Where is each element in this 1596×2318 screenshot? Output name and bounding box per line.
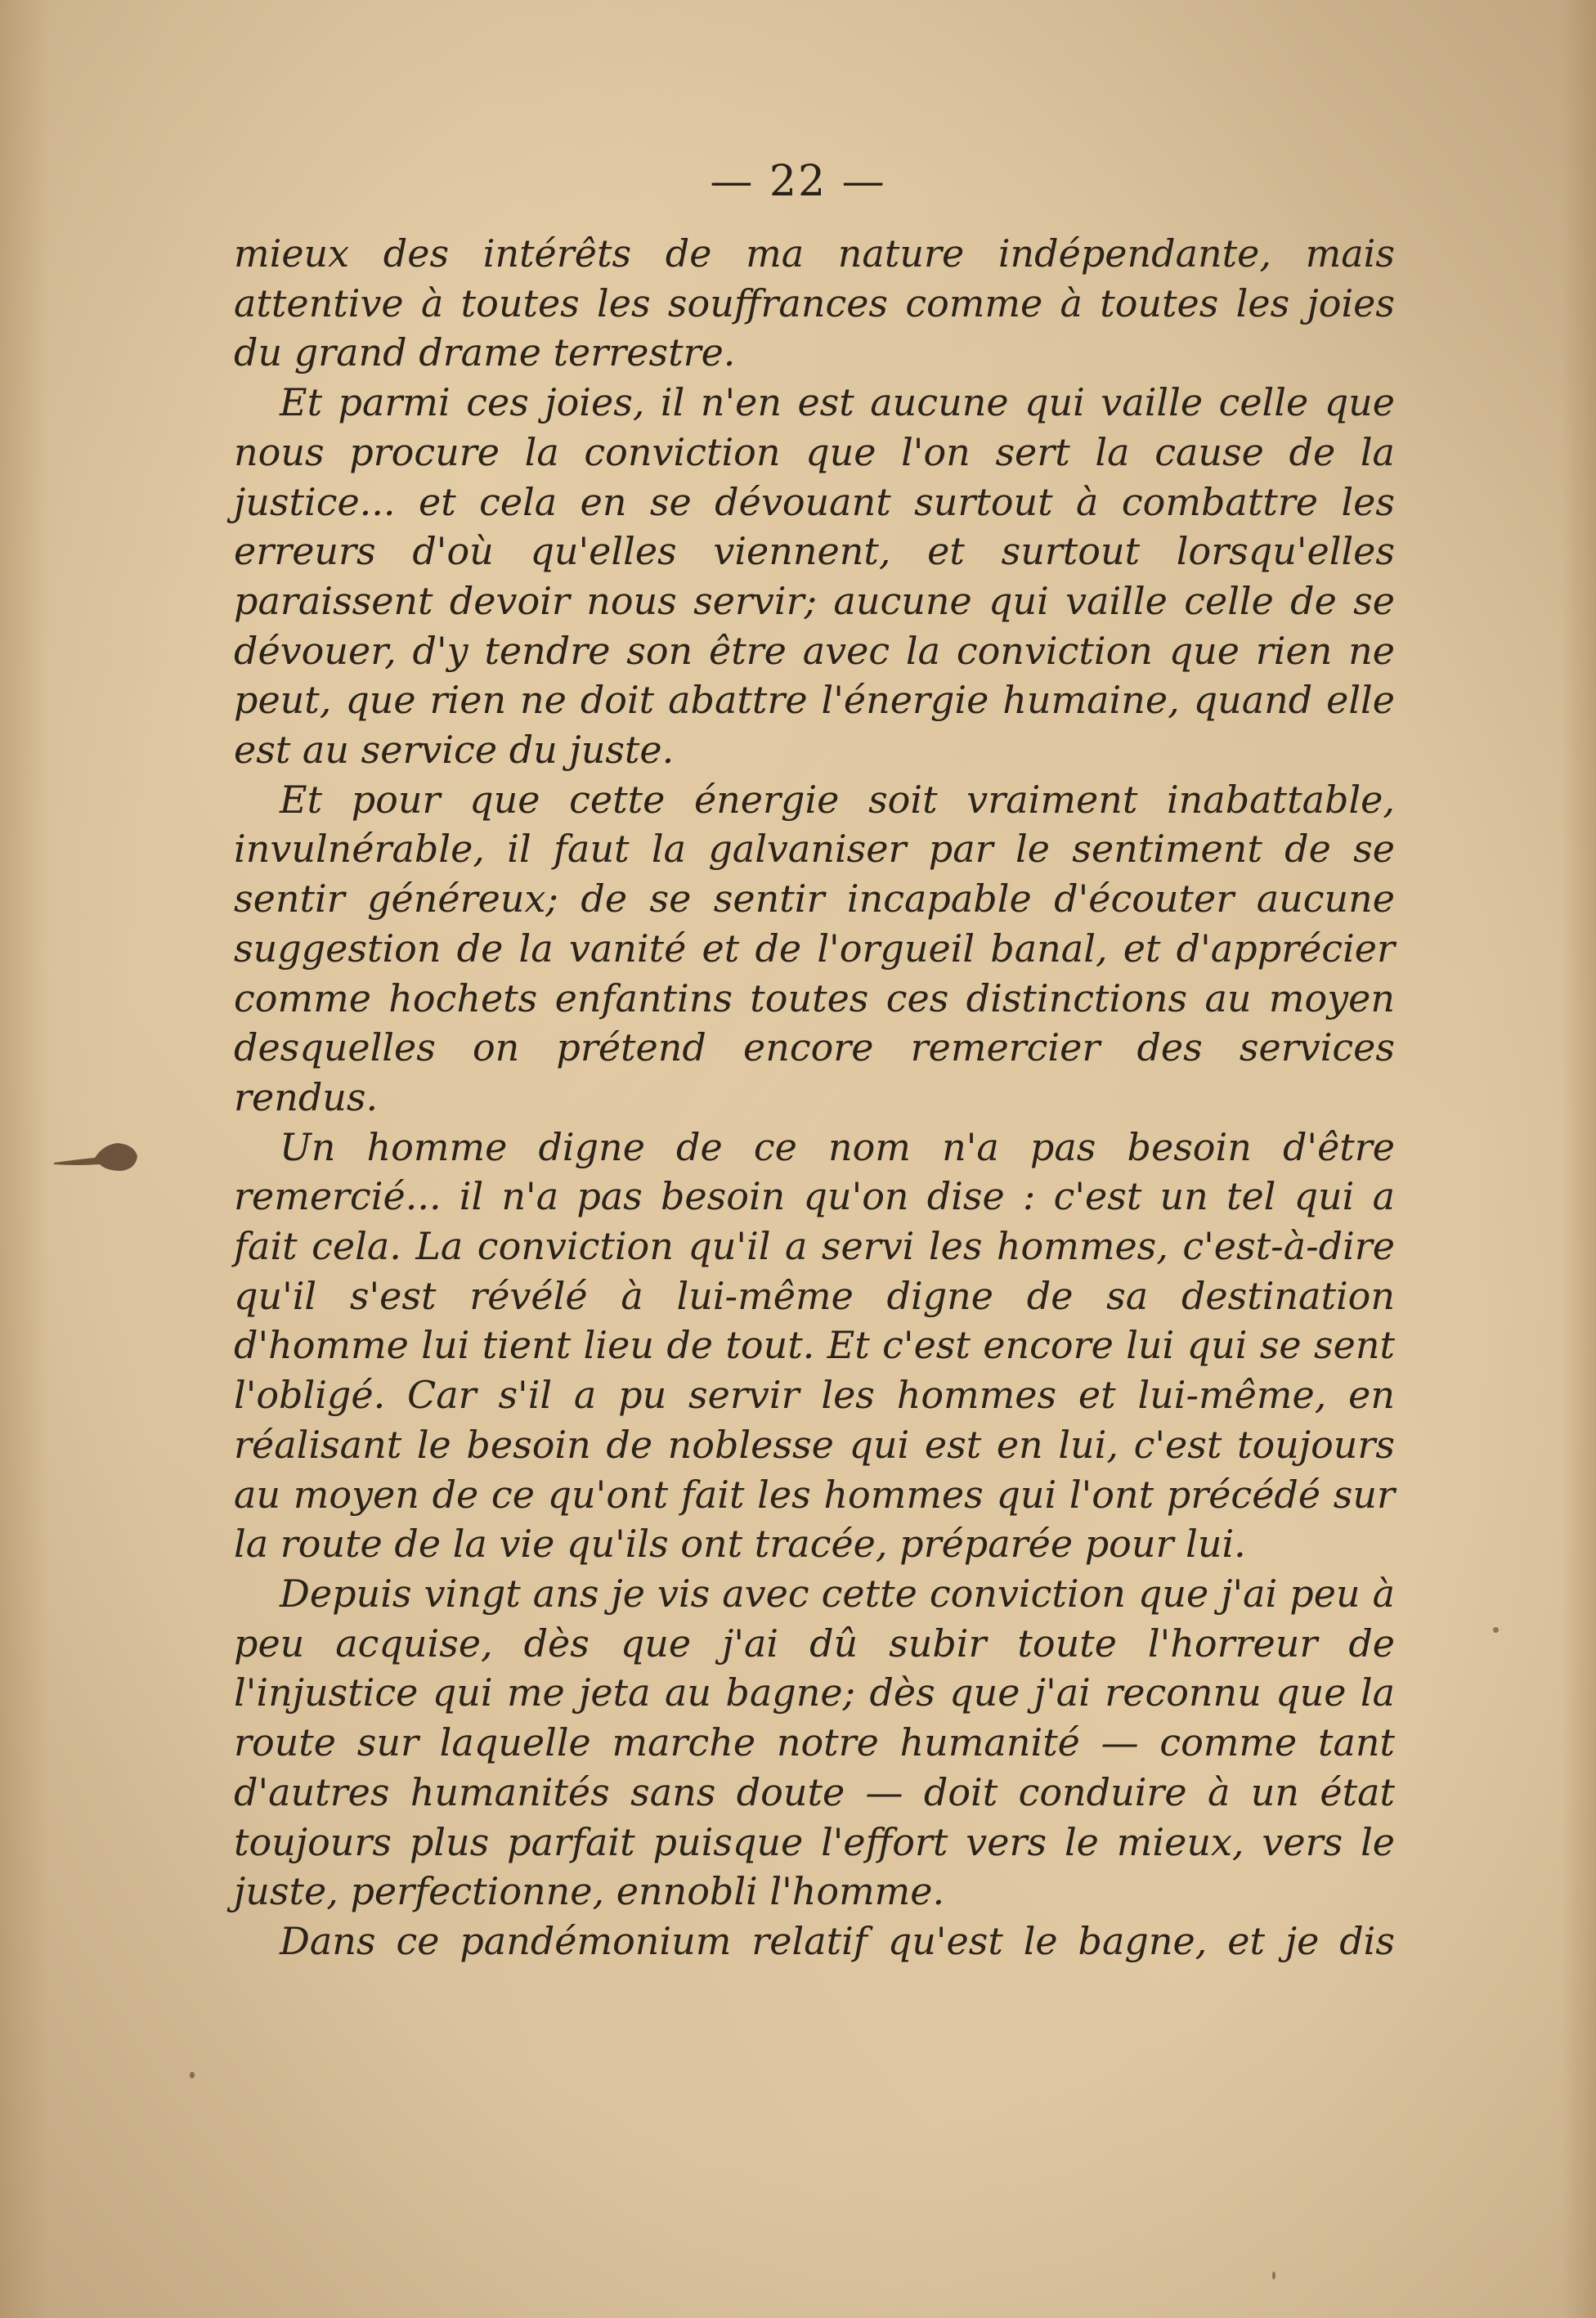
- paper-speck: [1493, 1627, 1499, 1633]
- page-number: — 22 —: [710, 157, 886, 206]
- page-shadow-left: [0, 0, 49, 2318]
- paragraph-6: Dans ce pandémonium relatif qu'est le bagne, et je dis: [280, 1918, 1395, 1963]
- paragraph-1: mieux des intérêts de ma nature indépendante, mais attentive à toutes les souffrances comme à toutes les joies du grand drame terrestre.: [234, 231, 1395, 375]
- body-text: [234, 229, 1395, 1966]
- paragraph-4: Un homme digne de ce nom n'a pas besoin d'être remercié... il n'a pas besoin qu'on dise : c'est un tel qui a fait cela. La conviction qu'il a servi les hommes, c'est-à-dire qu'il s'est révélé à lui-même digne de sa destination d'homme lui tient lieu de tout. Et c'est encore lui qui se sent l'obligé. Car s'il a pu servir les hommes et lui-même, en réalisant le besoin de noblesse qui est en lui, c'est toujours au moyen de ce qu'ont fait les hommes qui l'ont précédé sur la route de la vie qu'ils ont tracée, préparée pour lui.: [234, 1124, 1395, 1567]
- paragraph-2: Et parmi ces joies, il n'en est aucune qui vaille celle que nous procure la conviction que l'on sert la cause de la justice... et cela en se dévouant surtout à combattre les erreurs d'où qu'elles viennent, et surtout lorsqu'elles paraissent devoir nous servir; aucune qui vaille celle de se dévouer, d'y tendre son être avec la conviction que rien ne peut, que rien ne doit abattre l'énergie humaine, quand elle est au service du juste.: [234, 380, 1395, 773]
- paragraph-5: Depuis vingt ans je vis avec cette conviction que j'ai peu à peu acquise, dès que j'ai dû subir toute l'horreur de l'injustice qui me jeta au bagne; dès que j'ai reconnu que la route sur laquelle marche notre humanité — comme tant d'autres humanités sans doute — doit conduire à un état toujours plus parfait puisque l'effort vers le mieux, vers le juste, perfectionne, ennobli l'homme.: [234, 1571, 1395, 1914]
- paragraph-3: Et pour que cette énergie soit vraiment inabattable, invulnérable, il faut la galvaniser par le sentiment de se sentir généreux; de se sentir incapable d'écouter aucune suggestion de la vanité et de l'orgueil banal, et d'apprécier comme hochets enfantins toutes ces distinctions au moyen desquelles on prétend encore remercier des services rendus.: [234, 777, 1395, 1119]
- paper-speck: [190, 2072, 195, 2078]
- paper-speck: [1272, 2271, 1275, 2280]
- page-shadow-right: [1562, 0, 1596, 2318]
- ink-blot-mark: [52, 1130, 142, 1179]
